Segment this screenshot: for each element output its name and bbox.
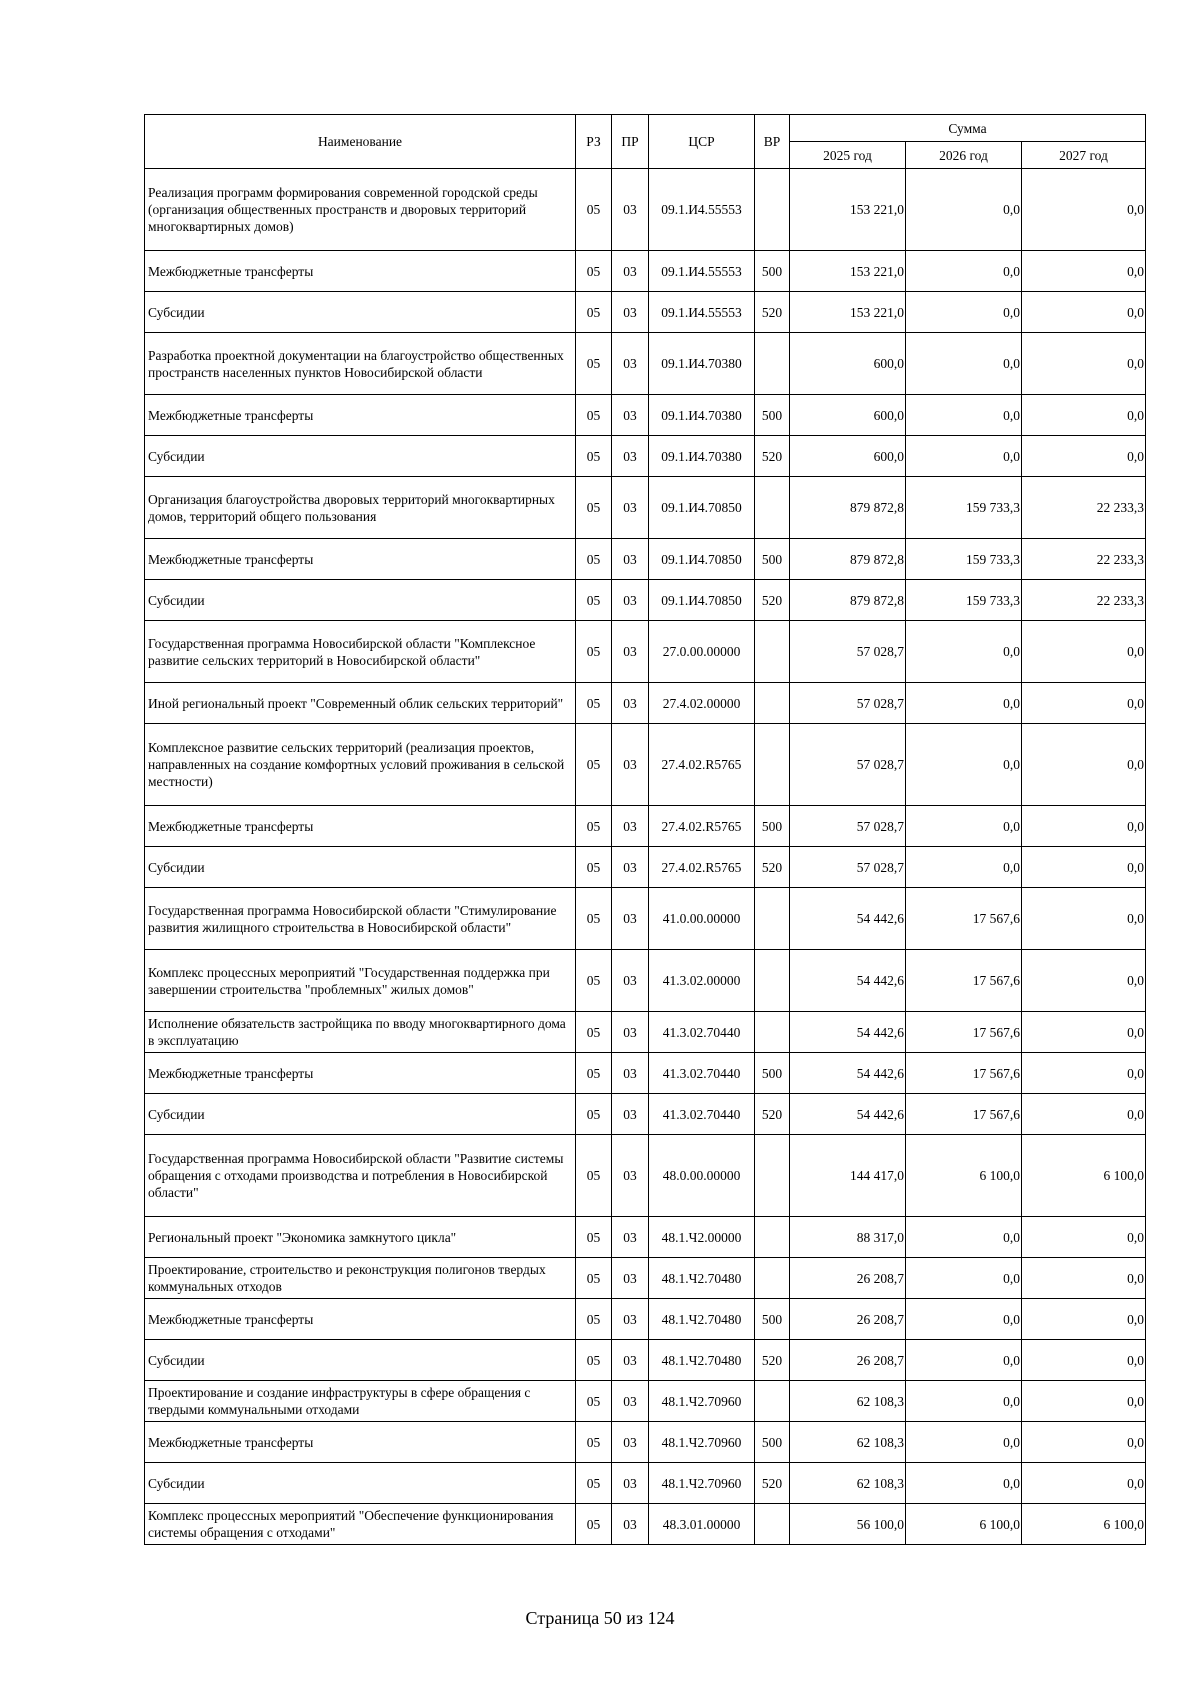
cell-2025: 144 417,0 <box>790 1135 906 1217</box>
cell-2025: 153 221,0 <box>790 292 906 333</box>
cell-rz: 05 <box>576 1258 612 1299</box>
table-row <box>145 724 1146 806</box>
cell-2025: 62 108,3 <box>790 1463 906 1504</box>
cell-2027: 22 233,3 <box>1022 539 1146 580</box>
cell-pr: 03 <box>612 1053 649 1094</box>
cell-csr: 09.1.И4.70850 <box>649 477 755 539</box>
budget-table <box>144 114 1146 1545</box>
cell-pr: 03 <box>612 1381 649 1422</box>
cell-2026: 17 567,6 <box>906 888 1022 950</box>
cell-2025: 57 028,7 <box>790 683 906 724</box>
table-row <box>145 580 1146 621</box>
cell-name: Государственная программа Новосибирской области "Стимулирование развития жилищного строительства в Новосибирской области" <box>145 888 576 950</box>
cell-name: Государственная программа Новосибирской области "Комплексное развитие сельских территорий в Новосибирской области" <box>145 621 576 683</box>
cell-2026: 6 100,0 <box>906 1504 1022 1545</box>
cell-2027: 0,0 <box>1022 1094 1146 1135</box>
cell-vr <box>755 1135 790 1217</box>
cell-name: Субсидии <box>145 1340 576 1381</box>
cell-2025: 600,0 <box>790 395 906 436</box>
cell-pr: 03 <box>612 950 649 1012</box>
table-row <box>145 169 1146 251</box>
table-row <box>145 333 1146 395</box>
cell-pr: 03 <box>612 1463 649 1504</box>
cell-rz: 05 <box>576 1299 612 1340</box>
cell-rz: 05 <box>576 806 612 847</box>
cell-pr: 03 <box>612 1012 649 1053</box>
cell-csr: 09.1.И4.55553 <box>649 251 755 292</box>
cell-name: Межбюджетные трансферты <box>145 1422 576 1463</box>
cell-2027: 0,0 <box>1022 1381 1146 1422</box>
cell-rz: 05 <box>576 1463 612 1504</box>
cell-name: Субсидии <box>145 1463 576 1504</box>
table-row <box>145 251 1146 292</box>
table-row <box>145 436 1146 477</box>
cell-name: Проектирование, строительство и реконструкция полигонов твердых коммунальных отходов <box>145 1258 576 1299</box>
cell-2027: 0,0 <box>1022 292 1146 333</box>
cell-2025: 879 872,8 <box>790 539 906 580</box>
cell-rz: 05 <box>576 888 612 950</box>
cell-name: Субсидии <box>145 1094 576 1135</box>
cell-2025: 57 028,7 <box>790 806 906 847</box>
cell-rz: 05 <box>576 683 612 724</box>
cell-2027: 0,0 <box>1022 1299 1146 1340</box>
cell-2025: 54 442,6 <box>790 1053 906 1094</box>
table-row <box>145 847 1146 888</box>
cell-pr: 03 <box>612 1258 649 1299</box>
cell-2026: 17 567,6 <box>906 1094 1022 1135</box>
cell-csr: 27.4.02.00000 <box>649 683 755 724</box>
cell-name: Межбюджетные трансферты <box>145 1053 576 1094</box>
cell-2025: 153 221,0 <box>790 251 906 292</box>
cell-name: Государственная программа Новосибирской области "Развитие системы обращения с отходами производства и потребления в Новосибирской области" <box>145 1135 576 1217</box>
table-row <box>145 1340 1146 1381</box>
table-row <box>145 1381 1146 1422</box>
cell-2026: 159 733,3 <box>906 580 1022 621</box>
cell-2027: 0,0 <box>1022 621 1146 683</box>
cell-vr <box>755 621 790 683</box>
cell-rz: 05 <box>576 1053 612 1094</box>
table-row <box>145 621 1146 683</box>
cell-rz: 05 <box>576 1381 612 1422</box>
cell-vr <box>755 1504 790 1545</box>
cell-pr: 03 <box>612 436 649 477</box>
cell-2027: 0,0 <box>1022 847 1146 888</box>
cell-2025: 88 317,0 <box>790 1217 906 1258</box>
cell-pr: 03 <box>612 1299 649 1340</box>
cell-2027: 0,0 <box>1022 333 1146 395</box>
cell-name: Межбюджетные трансферты <box>145 806 576 847</box>
cell-2026: 0,0 <box>906 251 1022 292</box>
cell-2026: 159 733,3 <box>906 477 1022 539</box>
cell-name: Реализация программ формирования современной городской среды (организация общественных пространств и дворовых территорий многоквартирных домов) <box>145 169 576 251</box>
cell-2025: 600,0 <box>790 436 906 477</box>
cell-vr: 520 <box>755 847 790 888</box>
cell-csr: 27.0.00.00000 <box>649 621 755 683</box>
cell-vr <box>755 477 790 539</box>
cell-2027: 0,0 <box>1022 251 1146 292</box>
cell-csr: 48.3.01.00000 <box>649 1504 755 1545</box>
cell-pr: 03 <box>612 621 649 683</box>
cell-name: Комплекс процессных мероприятий "Государственная поддержка при завершении строительства "проблемных" жилых домов" <box>145 950 576 1012</box>
cell-rz: 05 <box>576 1094 612 1135</box>
cell-rz: 05 <box>576 251 612 292</box>
cell-2026: 17 567,6 <box>906 1053 1022 1094</box>
cell-csr: 41.3.02.70440 <box>649 1094 755 1135</box>
cell-csr: 41.0.00.00000 <box>649 888 755 950</box>
table-row <box>145 477 1146 539</box>
cell-2027: 22 233,3 <box>1022 580 1146 621</box>
cell-2027: 0,0 <box>1022 169 1146 251</box>
cell-2025: 54 442,6 <box>790 1094 906 1135</box>
cell-2026: 0,0 <box>906 1217 1022 1258</box>
cell-2026: 0,0 <box>906 333 1022 395</box>
table-row <box>145 1299 1146 1340</box>
cell-2025: 879 872,8 <box>790 580 906 621</box>
cell-2027: 0,0 <box>1022 1422 1146 1463</box>
cell-2025: 57 028,7 <box>790 847 906 888</box>
cell-csr: 48.1.Ч2.00000 <box>649 1217 755 1258</box>
cell-2026: 0,0 <box>906 724 1022 806</box>
cell-2025: 62 108,3 <box>790 1422 906 1463</box>
cell-2025: 600,0 <box>790 333 906 395</box>
cell-name: Комплексное развитие сельских территорий (реализация проектов, направленных на создание комфортных условий проживания в сельской местности) <box>145 724 576 806</box>
cell-vr: 500 <box>755 1299 790 1340</box>
cell-pr: 03 <box>612 539 649 580</box>
header-year-2026: 2026 год <box>906 142 1022 169</box>
cell-pr: 03 <box>612 1422 649 1463</box>
cell-2026: 0,0 <box>906 1422 1022 1463</box>
cell-csr: 09.1.И4.70380 <box>649 436 755 477</box>
cell-vr <box>755 724 790 806</box>
cell-2026: 0,0 <box>906 292 1022 333</box>
cell-csr: 48.0.00.00000 <box>649 1135 755 1217</box>
header-name: Наименование <box>145 115 576 169</box>
cell-pr: 03 <box>612 251 649 292</box>
cell-vr <box>755 1217 790 1258</box>
cell-2025: 26 208,7 <box>790 1258 906 1299</box>
cell-vr: 500 <box>755 1053 790 1094</box>
cell-rz: 05 <box>576 333 612 395</box>
cell-rz: 05 <box>576 950 612 1012</box>
cell-pr: 03 <box>612 1340 649 1381</box>
cell-rz: 05 <box>576 292 612 333</box>
cell-2025: 153 221,0 <box>790 169 906 251</box>
cell-rz: 05 <box>576 847 612 888</box>
cell-2026: 0,0 <box>906 621 1022 683</box>
cell-2027: 0,0 <box>1022 683 1146 724</box>
cell-2027: 0,0 <box>1022 436 1146 477</box>
cell-vr <box>755 888 790 950</box>
cell-vr: 520 <box>755 292 790 333</box>
cell-2026: 0,0 <box>906 395 1022 436</box>
cell-name: Организация благоустройства дворовых территорий многоквартирных домов, территорий общего пользования <box>145 477 576 539</box>
cell-2027: 0,0 <box>1022 1012 1146 1053</box>
cell-name: Иной региональный проект "Современный облик сельских территорий" <box>145 683 576 724</box>
cell-2026: 17 567,6 <box>906 950 1022 1012</box>
cell-rz: 05 <box>576 1012 612 1053</box>
cell-vr: 500 <box>755 806 790 847</box>
cell-csr: 27.4.02.R5765 <box>649 806 755 847</box>
cell-rz: 05 <box>576 1504 612 1545</box>
cell-2025: 54 442,6 <box>790 1012 906 1053</box>
cell-csr: 48.1.Ч2.70480 <box>649 1299 755 1340</box>
cell-name: Межбюджетные трансферты <box>145 1299 576 1340</box>
cell-2025: 62 108,3 <box>790 1381 906 1422</box>
header-csr: ЦСР <box>649 115 755 169</box>
table-row <box>145 1258 1146 1299</box>
cell-pr: 03 <box>612 580 649 621</box>
table-row <box>145 1094 1146 1135</box>
cell-2026: 17 567,6 <box>906 1012 1022 1053</box>
cell-vr <box>755 1012 790 1053</box>
cell-rz: 05 <box>576 395 612 436</box>
cell-pr: 03 <box>612 292 649 333</box>
cell-csr: 41.3.02.70440 <box>649 1053 755 1094</box>
cell-csr: 09.1.И4.55553 <box>649 292 755 333</box>
cell-vr <box>755 950 790 1012</box>
cell-csr: 27.4.02.R5765 <box>649 847 755 888</box>
cell-pr: 03 <box>612 1217 649 1258</box>
cell-rz: 05 <box>576 1422 612 1463</box>
cell-2025: 54 442,6 <box>790 888 906 950</box>
cell-vr: 520 <box>755 1340 790 1381</box>
cell-2027: 0,0 <box>1022 724 1146 806</box>
header-rz: РЗ <box>576 115 612 169</box>
cell-name: Комплекс процессных мероприятий "Обеспечение функционирования системы обращения с отходами" <box>145 1504 576 1545</box>
cell-pr: 03 <box>612 888 649 950</box>
table-row <box>145 1012 1146 1053</box>
cell-vr: 500 <box>755 251 790 292</box>
cell-name: Субсидии <box>145 847 576 888</box>
table-row <box>145 683 1146 724</box>
table-row <box>145 1217 1146 1258</box>
cell-2027: 0,0 <box>1022 1340 1146 1381</box>
cell-rz: 05 <box>576 621 612 683</box>
header-sum: Сумма <box>790 115 1146 142</box>
cell-2027: 0,0 <box>1022 1217 1146 1258</box>
cell-2027: 0,0 <box>1022 888 1146 950</box>
cell-vr <box>755 1381 790 1422</box>
cell-2027: 6 100,0 <box>1022 1135 1146 1217</box>
table-row <box>145 292 1146 333</box>
table-row <box>145 1135 1146 1217</box>
cell-pr: 03 <box>612 169 649 251</box>
cell-2026: 6 100,0 <box>906 1135 1022 1217</box>
cell-2026: 0,0 <box>906 1340 1022 1381</box>
cell-2025: 57 028,7 <box>790 621 906 683</box>
header-pr: ПР <box>612 115 649 169</box>
cell-vr <box>755 333 790 395</box>
cell-2025: 26 208,7 <box>790 1340 906 1381</box>
cell-2027: 0,0 <box>1022 1053 1146 1094</box>
cell-name: Межбюджетные трансферты <box>145 395 576 436</box>
cell-csr: 27.4.02.R5765 <box>649 724 755 806</box>
cell-csr: 48.1.Ч2.70960 <box>649 1463 755 1504</box>
cell-pr: 03 <box>612 683 649 724</box>
cell-name: Исполнение обязательств застройщика по вводу многоквартирного дома в эксплуатацию <box>145 1012 576 1053</box>
table-row <box>145 1463 1146 1504</box>
cell-2026: 0,0 <box>906 683 1022 724</box>
cell-pr: 03 <box>612 1094 649 1135</box>
cell-csr: 48.1.Ч2.70480 <box>649 1258 755 1299</box>
cell-vr: 500 <box>755 395 790 436</box>
cell-vr <box>755 1258 790 1299</box>
cell-name: Разработка проектной документации на благоустройство общественных пространств населенных пунктов Новосибирской области <box>145 333 576 395</box>
header-year-2025: 2025 год <box>790 142 906 169</box>
cell-rz: 05 <box>576 169 612 251</box>
table-row <box>145 1422 1146 1463</box>
cell-2027: 0,0 <box>1022 950 1146 1012</box>
cell-pr: 03 <box>612 847 649 888</box>
cell-2026: 159 733,3 <box>906 539 1022 580</box>
cell-csr: 09.1.И4.70380 <box>649 333 755 395</box>
table-row <box>145 888 1146 950</box>
cell-rz: 05 <box>576 1340 612 1381</box>
cell-vr: 500 <box>755 1422 790 1463</box>
cell-2025: 57 028,7 <box>790 724 906 806</box>
header-year-2027: 2027 год <box>1022 142 1146 169</box>
header-vr: ВР <box>755 115 790 169</box>
cell-pr: 03 <box>612 1504 649 1545</box>
table-body <box>145 169 1146 1545</box>
cell-vr: 520 <box>755 436 790 477</box>
page-number: Страница 50 из 124 <box>525 1608 675 1628</box>
cell-vr <box>755 169 790 251</box>
cell-2026: 0,0 <box>906 1299 1022 1340</box>
cell-rz: 05 <box>576 539 612 580</box>
cell-name: Проектирование и создание инфраструктуры в сфере обращения с твердыми коммунальными отходами <box>145 1381 576 1422</box>
table-row <box>145 950 1146 1012</box>
table-row <box>145 1053 1146 1094</box>
cell-2026: 0,0 <box>906 1258 1022 1299</box>
cell-pr: 03 <box>612 395 649 436</box>
cell-2025: 26 208,7 <box>790 1299 906 1340</box>
table-row <box>145 806 1146 847</box>
cell-csr: 41.3.02.70440 <box>649 1012 755 1053</box>
cell-vr <box>755 683 790 724</box>
cell-2026: 0,0 <box>906 847 1022 888</box>
cell-pr: 03 <box>612 724 649 806</box>
cell-csr: 09.1.И4.70850 <box>649 539 755 580</box>
cell-2027: 0,0 <box>1022 1258 1146 1299</box>
table-row <box>145 539 1146 580</box>
cell-rz: 05 <box>576 724 612 806</box>
cell-name: Субсидии <box>145 436 576 477</box>
cell-pr: 03 <box>612 1135 649 1217</box>
cell-rz: 05 <box>576 436 612 477</box>
cell-2027: 22 233,3 <box>1022 477 1146 539</box>
cell-csr: 09.1.И4.70850 <box>649 580 755 621</box>
cell-vr: 500 <box>755 539 790 580</box>
cell-csr: 48.1.Ч2.70960 <box>649 1381 755 1422</box>
cell-vr: 520 <box>755 1463 790 1504</box>
cell-name: Межбюджетные трансферты <box>145 539 576 580</box>
cell-2026: 0,0 <box>906 1463 1022 1504</box>
cell-vr: 520 <box>755 580 790 621</box>
cell-2027: 0,0 <box>1022 1463 1146 1504</box>
cell-2026: 0,0 <box>906 806 1022 847</box>
cell-csr: 41.3.02.00000 <box>649 950 755 1012</box>
cell-2026: 0,0 <box>906 1381 1022 1422</box>
cell-rz: 05 <box>576 580 612 621</box>
table-row <box>145 1504 1146 1545</box>
cell-rz: 05 <box>576 477 612 539</box>
cell-csr: 09.1.И4.55553 <box>649 169 755 251</box>
cell-csr: 09.1.И4.70380 <box>649 395 755 436</box>
cell-name: Субсидии <box>145 580 576 621</box>
table-row <box>145 395 1146 436</box>
cell-2025: 54 442,6 <box>790 950 906 1012</box>
cell-2026: 0,0 <box>906 436 1022 477</box>
cell-vr: 520 <box>755 1094 790 1135</box>
cell-2027: 6 100,0 <box>1022 1504 1146 1545</box>
cell-rz: 05 <box>576 1135 612 1217</box>
cell-2025: 879 872,8 <box>790 477 906 539</box>
cell-name: Субсидии <box>145 292 576 333</box>
cell-pr: 03 <box>612 333 649 395</box>
cell-2026: 0,0 <box>906 169 1022 251</box>
cell-rz: 05 <box>576 1217 612 1258</box>
cell-csr: 48.1.Ч2.70480 <box>649 1340 755 1381</box>
cell-csr: 48.1.Ч2.70960 <box>649 1422 755 1463</box>
cell-name: Региональный проект "Экономика замкнутого цикла" <box>145 1217 576 1258</box>
cell-name: Межбюджетные трансферты <box>145 251 576 292</box>
cell-2027: 0,0 <box>1022 395 1146 436</box>
cell-pr: 03 <box>612 477 649 539</box>
cell-pr: 03 <box>612 806 649 847</box>
cell-2025: 56 100,0 <box>790 1504 906 1545</box>
cell-2027: 0,0 <box>1022 806 1146 847</box>
